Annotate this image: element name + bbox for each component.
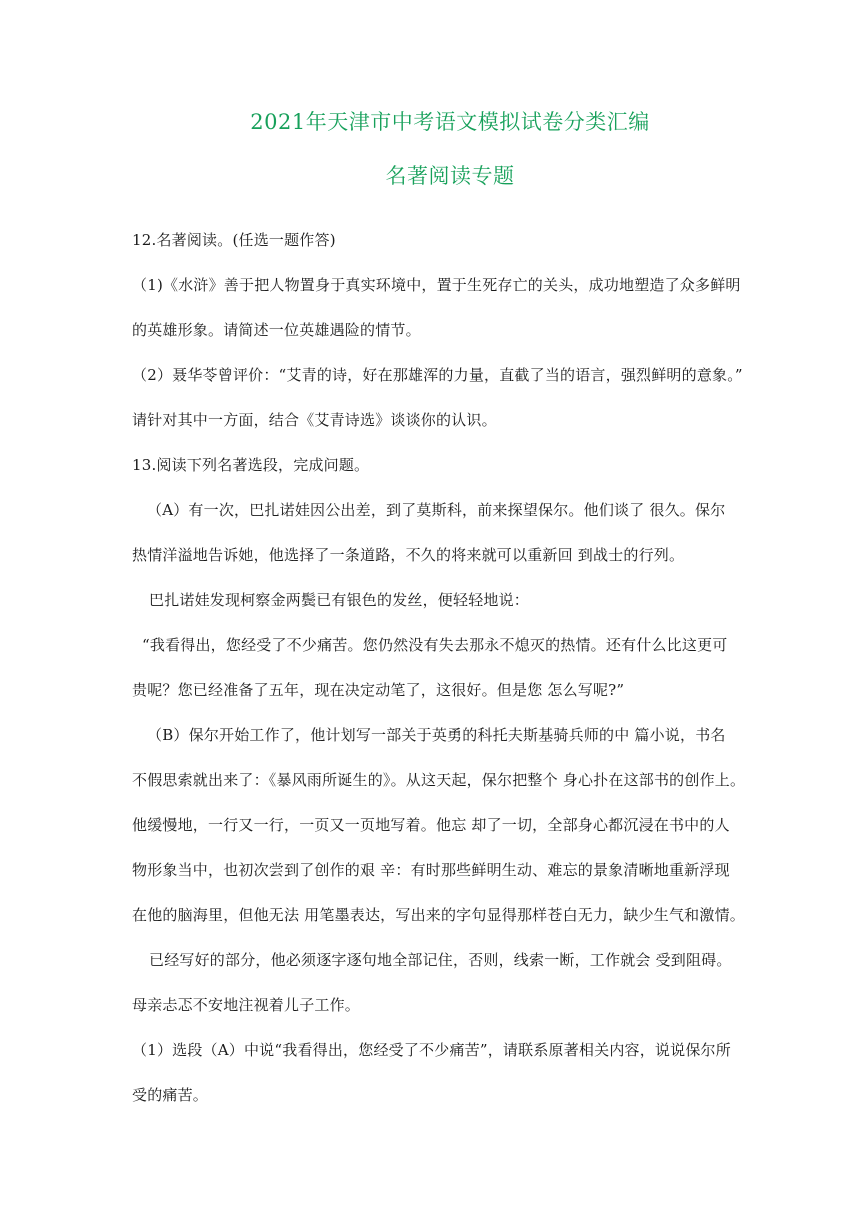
question-13-heading: 13.阅读下列名著选段，完成问题。 bbox=[132, 456, 370, 474]
paragraph-line: 已经写好的部分，他必须逐字逐句地全部记住，否则，线索一断，工作就会 受到阻碍。 bbox=[149, 951, 732, 969]
paragraph-line: （A）有一次，巴扎诺娃因公出差，到了莫斯科，前来探望保尔。他们谈了 很久。保尔 bbox=[147, 501, 726, 519]
paragraph-line: 物形象当中，也初次尝到了创作的艰 辛：有时那些鲜明生动、难忘的景象清晰地重新浮现 bbox=[132, 861, 730, 879]
document-subtitle: 名著阅读专题 bbox=[385, 164, 515, 188]
paragraph-line: 巴扎诺娃发现柯察金两鬓已有银色的发丝，便轻轻地说： bbox=[149, 591, 530, 609]
paragraph-line: 的英雄形象。请简述一位英雄遇险的情节。 bbox=[132, 321, 421, 339]
paragraph-line: 受的痛苦。 bbox=[132, 1086, 209, 1104]
paragraph-line: （2）聂华苓曾评价：“艾青的诗，好在那雄浑的力量，直截了当的语言，强烈鲜明的意象。” bbox=[132, 366, 743, 384]
paragraph-line: 他缓慢地，一行又一行，一页又一页地写着。他忘 却了一切，全部身心都沉浸在书中的人 bbox=[132, 816, 730, 834]
paragraph-line: （B）保尔开始工作了，他计划写一部关于英勇的科托夫斯基骑兵师的中 篇小说，书名 bbox=[147, 726, 726, 744]
paragraph-line: 贵呢？您已经准备了五年，现在决定动笔了，这很好。但是您 怎么写呢?” bbox=[132, 681, 625, 699]
paragraph-line: 请针对其中一方面，结合《艾青诗选》谈谈你的认识。 bbox=[132, 411, 497, 429]
paragraph-line: “我看得出，您经受了不少痛苦。您仍然没有失去那永不熄灭的热情。还有什么比这更可 bbox=[142, 636, 728, 654]
paragraph-line: 在他的脑海里，但他无法 用笔墨表达，写出来的字句显得那样苍白无力，缺少生气和激情。 bbox=[132, 906, 745, 924]
document-title: 2021年天津市中考语文模拟试卷分类汇编 bbox=[250, 110, 650, 134]
paragraph-line: 母亲忐忑不安地注视着儿子工作。 bbox=[132, 996, 361, 1014]
paragraph-line: （1)《水浒》善于把人物置身于真实环境中，置于生死存亡的关头，成功地塑造了众多鲜明 bbox=[132, 276, 741, 294]
question-12-heading: 12.名著阅读。(任选一题作答) bbox=[132, 231, 336, 249]
paragraph-line: 不假思索就出来了：《暴风雨所诞生的》。从这天起，保尔把整个 身心扑在这部书的创作上。 bbox=[132, 771, 746, 789]
sub-question-1: （1）选段（A）中说“我看得出，您经受了不少痛苦”，请联系原著相关内容，说说保尔所 bbox=[132, 1041, 731, 1059]
paragraph-line: 热情洋溢地告诉她，他选择了一条道路，不久的将来就可以重新回 到战士的行列。 bbox=[132, 546, 685, 564]
